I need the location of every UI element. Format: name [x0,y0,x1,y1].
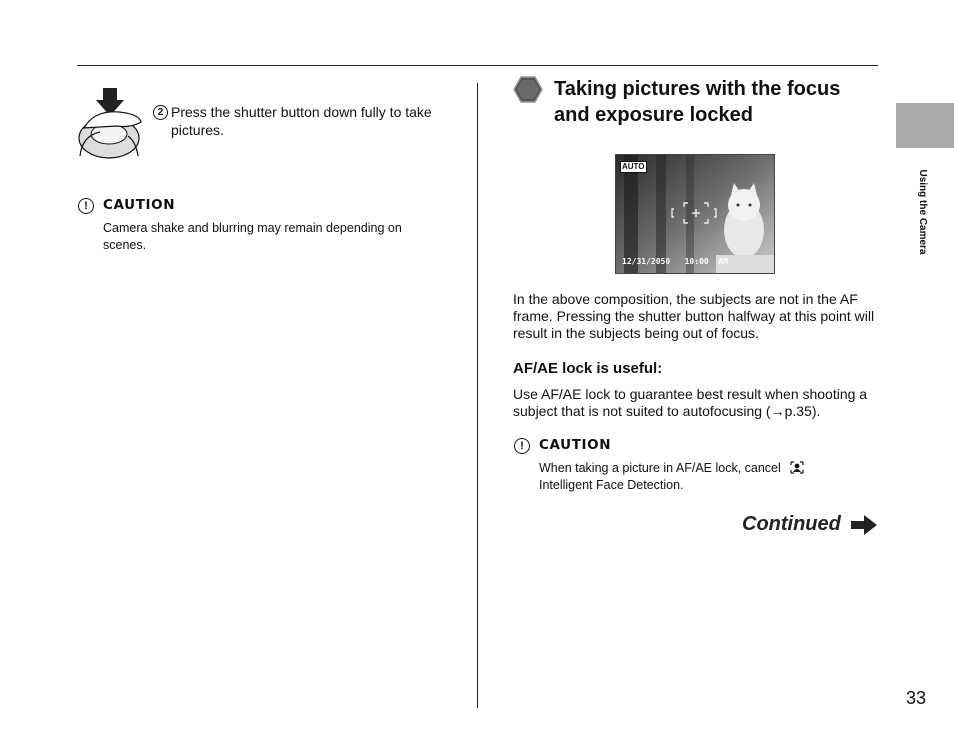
lcd-timestamp: 12/31/2050 10:00 AM [622,257,728,266]
caution-body [539,460,869,493]
side-tab-marker [896,103,954,148]
continued-label: Continued [742,513,841,535]
subheading: AF/AE lock is useful: [513,360,663,377]
intro-paragraph: In the above composition, the subjects are not in the AF frame. Pressing the shutter button halfway at this point will result in the subjects being out of focus. [513,291,875,341]
hexagon-bullet-icon [513,76,543,103]
step-number: 2 [153,105,168,120]
step-text: Press the shutter button down fully to take pictures. [171,104,432,138]
caution-icon: ! [78,198,94,214]
caution-title: CAUTION [539,437,612,453]
auto-mode-badge: AUTO [622,162,645,171]
top-rule [77,65,878,66]
column-divider [477,83,478,708]
shutter-press-illustration [76,86,146,162]
side-section-label: Using the Camera [917,169,928,255]
caution-title: CAUTION [103,197,176,213]
arrow-right-icon [850,514,878,536]
caution-body-text: When taking a picture in AF/AE lock, cancel [539,461,781,475]
caution-body: Camera shake and blurring may remain depending on scenes. [103,221,402,252]
caution-icon: ! [514,438,530,454]
subheading-paragraph: Use AF/AE lock to guarantee best result when shooting a subject that is not suited to autofocusing (→p.35). [513,386,868,419]
face-detection-icon [790,461,804,474]
section-title: Taking pictures with the focus and exposure locked [554,78,841,126]
lcd-preview [615,154,775,274]
caution-body-text-2: Intelligent Face Detection. [539,477,684,492]
page-number: 33 [906,688,927,708]
